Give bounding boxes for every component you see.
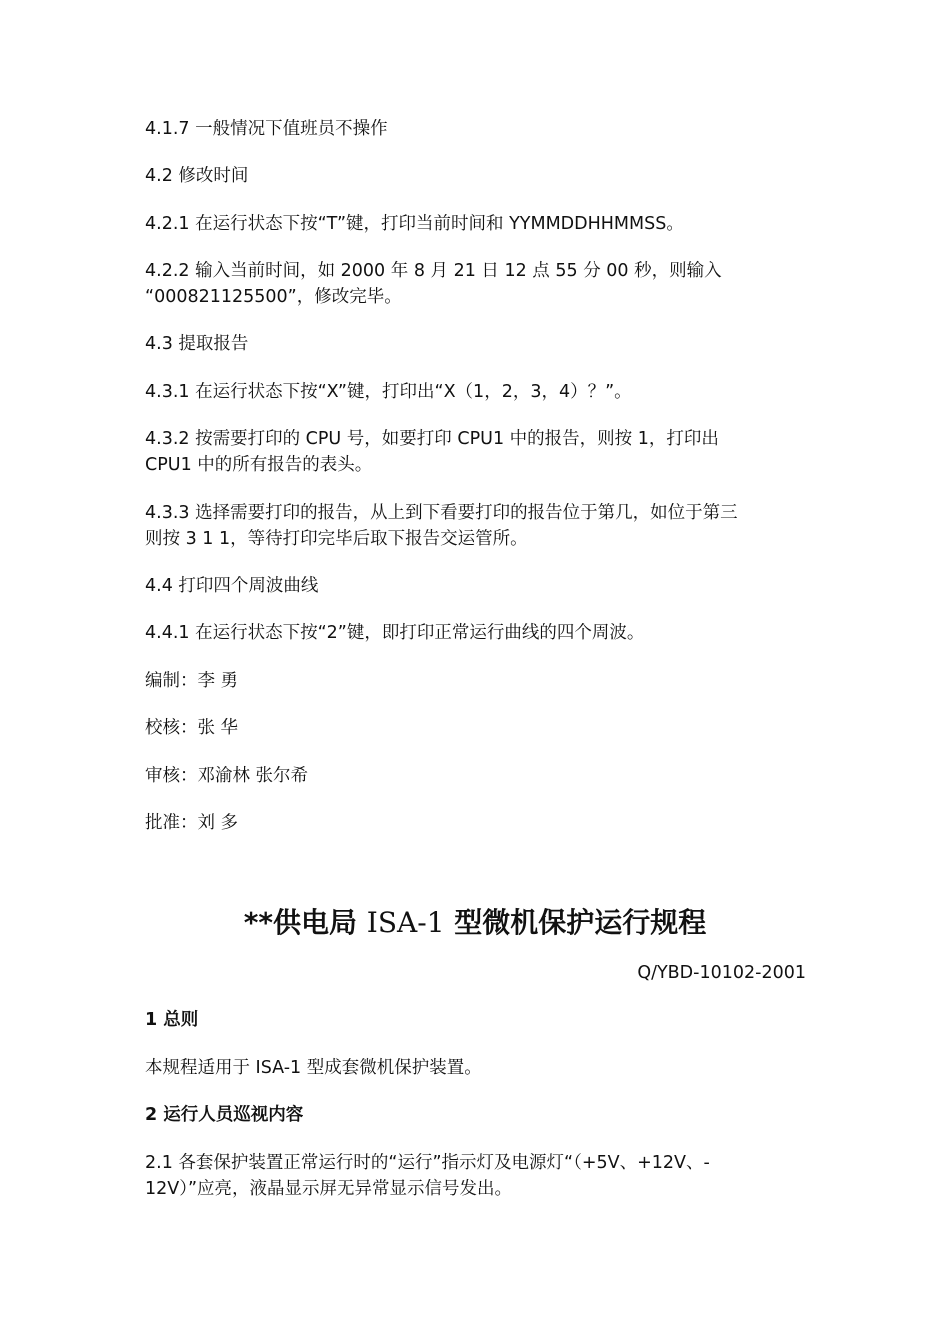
section-4-1-7: 4.1.7 一般情况下值班员不操作: [145, 119, 388, 139]
heading-general: 1 总则: [145, 1010, 199, 1030]
section-4-4-heading: 4.4 打印四个周波曲线: [145, 576, 319, 596]
title-prefix: **供电局: [243, 906, 358, 939]
section-4-2-2: [145, 258, 805, 310]
title-suffix: 型微机保护运行规程: [454, 906, 707, 939]
section-2-1: [145, 1150, 805, 1202]
signature-approved: 批准：刘 多: [145, 813, 239, 833]
document-code: Q/YBD-10102-2001: [637, 963, 806, 983]
section-4-3-2-line2: CPU1 中的所有报告的表头。: [145, 455, 373, 475]
section-4-3-2-line1: 4.3.2 按需要打印的 CPU 号，如要打印 CPU1 中的报告，则按 1，打印出: [145, 429, 719, 449]
section-4-3-3-line2: 则按 3 1 1，等待打印完毕后取下报告交运管所。: [145, 529, 528, 549]
section-4-3-heading: 4.3 提取报告: [145, 334, 249, 354]
section-4-3-3-line1: 4.3.3 选择需要打印的报告，从上到下看要打印的报告位于第几，如位于第三: [145, 503, 738, 523]
section-4-2-heading: 4.2 修改时间: [145, 166, 249, 186]
section-4-3-1: 4.3.1 在运行状态下按“X”键，打印出“X（1，2，3，4）？”。: [145, 382, 632, 402]
title-model: ISA-1: [366, 906, 445, 939]
signature-compiled: 编制：李 勇: [145, 671, 239, 691]
document-title: [0, 903, 950, 943]
section-4-2-1: 4.2.1 在运行状态下按“T”键，打印当前时间和 YYMMDDHHMMSS。: [145, 214, 684, 234]
section-4-4-1: 4.4.1 在运行状态下按“2”键，即打印正常运行曲线的四个周波。: [145, 623, 645, 643]
section-4-2-2-line2: “000821125500”，修改完毕。: [145, 287, 402, 307]
section-4-3-2: [145, 426, 805, 478]
signature-checked: 校核：张 华: [145, 718, 239, 738]
heading-inspection: 2 运行人员巡视内容: [145, 1105, 304, 1125]
signature-reviewed: 审核：邓渝林 张尔希: [145, 766, 309, 786]
section-2-1-line1: 2.1 各套保护装置正常运行时的“运行”指示灯及电源灯“（+5V、+12V、-: [145, 1153, 710, 1173]
section-2-1-line2: 12V）”应亮，液晶显示屏无异常显示信号发出。: [145, 1179, 513, 1199]
section-4-3-3: [145, 500, 805, 552]
section-4-2-2-line1: 4.2.2 输入当前时间，如 2000 年 8 月 21 日 12 点 55 分 00 秒，则输入: [145, 261, 722, 281]
paragraph-scope: 本规程适用于 ISA-1 型成套微机保护装置。: [145, 1058, 482, 1078]
